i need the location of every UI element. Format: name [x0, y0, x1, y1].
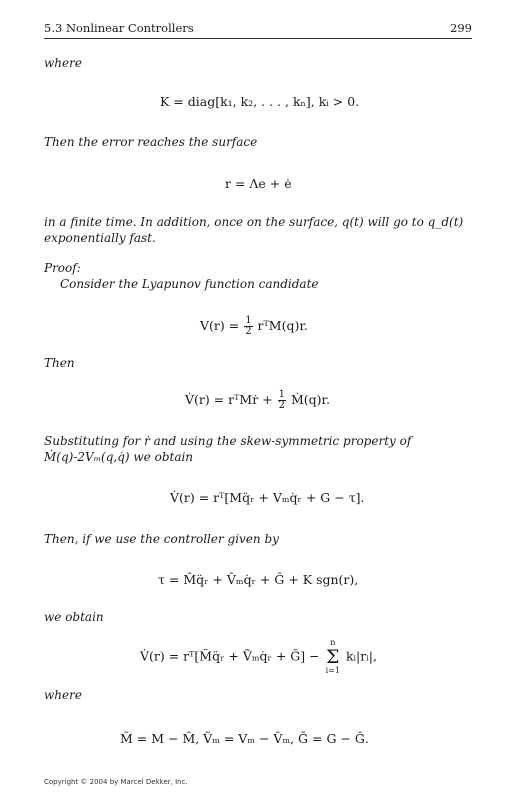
- fraction-denominator: 2: [245, 326, 252, 337]
- equation-lyapunov: [200, 316, 308, 337]
- summation: [326, 638, 340, 676]
- equation-vdot-final-rhs: kᵢ|rᵢ|,: [345, 648, 377, 664]
- equation-gain-matrix: K = diag[k₁, k₂, . . . , kₙ], kᵢ > 0.: [160, 94, 360, 109]
- equation-vdot-rhs: Ṁ(q)r.: [290, 392, 331, 407]
- text-where-1: where: [44, 56, 82, 70]
- text-then-if: Then, if we use the controller given by: [44, 532, 279, 546]
- text-proof: Proof:: [44, 261, 81, 275]
- header-rule: [44, 38, 472, 39]
- equation-lyapunov-lhs: V(r) =: [200, 318, 240, 333]
- text-consider: Consider the Lyapunov function candidate: [60, 277, 319, 291]
- equation-controller: τ = M̂q̈ᵣ + V̂ₘq̇ᵣ + Ĝ + K sgn(r),: [158, 572, 359, 587]
- fraction-denominator: 2: [278, 400, 285, 411]
- copyright-notice: Copyright © 2004 by Marcel Dekker, Inc.: [44, 778, 188, 786]
- equation-vdot-lhs: V̇(r) = rᵀMṙ +: [185, 392, 273, 407]
- summation-lower: i=1: [325, 666, 340, 675]
- summation-sigma: Σ: [326, 646, 340, 668]
- page-number: 299: [450, 21, 472, 35]
- equation-vdot-final-lhs: V̇(r) = rᵀ[M̃q̈ᵣ + Ṽₘq̇ᵣ + G̃] −: [140, 648, 320, 664]
- text-where-2: where: [44, 688, 82, 702]
- equation-lyapunov-rhs: rᵀM(q)r.: [257, 318, 308, 333]
- equation-vdot-expanded: V̇(r) = rᵀ[Mq̈ᵣ + Vₘq̇ᵣ + G − τ].: [170, 490, 365, 505]
- summation-upper: n: [330, 638, 336, 647]
- equation-vdot-final: [140, 638, 377, 676]
- text-we-obtain: we obtain: [44, 610, 104, 624]
- text-then: Then: [44, 356, 75, 370]
- text-finite-time: in a finite time. In addition, once on the surface, q(t) will go to q_d(t) exponentially fast.: [44, 215, 464, 245]
- text-then-error: Then the error reaches the surface: [44, 135, 258, 149]
- fraction-half: [244, 316, 252, 337]
- equation-sliding-surface: r = Λe + ė: [225, 176, 292, 191]
- fraction-numerator: 1: [245, 315, 252, 326]
- text-substituting: Substituting for ṙ and using the skew-symmetric property of Ṁ(q)-2Vₘ(q,q̇) we obtain: [44, 434, 412, 464]
- equation-lyapunov-derivative: [185, 390, 330, 411]
- equation-estimation-errors: M̃ = M − M̂, Ṽₘ = Vₘ − V̂ₘ, G̃ = G − Ĝ.: [120, 731, 369, 746]
- fraction-half-2: [278, 390, 286, 411]
- running-header-section: 5.3 Nonlinear Controllers: [44, 21, 194, 35]
- fraction-numerator: 1: [278, 389, 285, 400]
